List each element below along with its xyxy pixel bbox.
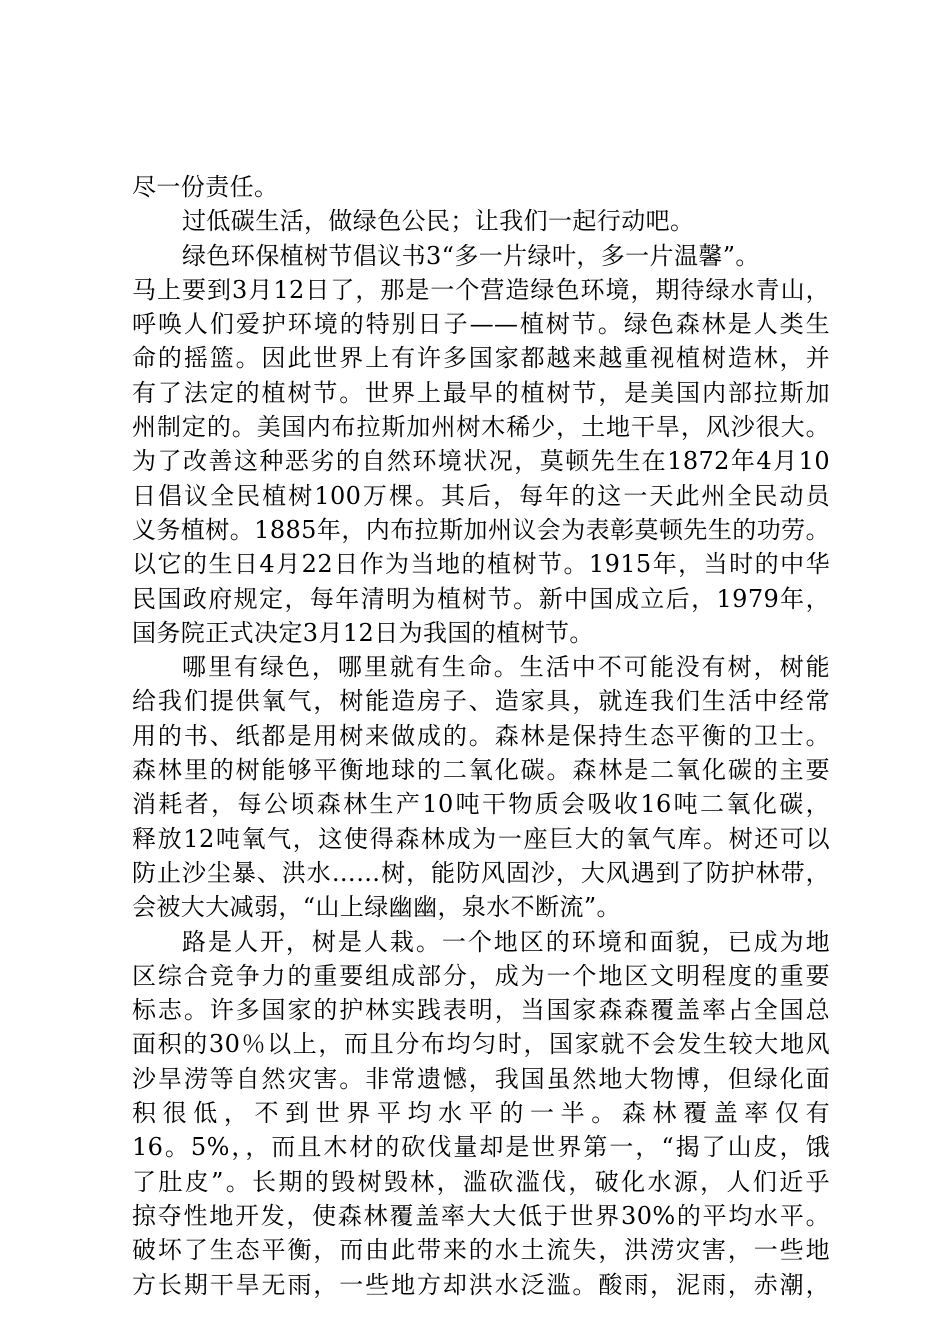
paragraph-line: 绿色环保植树节倡议书3“多一片绿叶，多一片温馨”。 (182, 241, 760, 270)
text-line: 释放12吨氧气，这使得森林成为一座巨大的氧气库。树还可以 (132, 824, 830, 853)
text-line: 掠夺性地开发，使森林覆盖率大大低于世界30%的平均水平。 (132, 1201, 830, 1230)
text-line: 用的书、纸都是用树来做成的。森林是保持生态平衡的卫士。 (132, 721, 830, 750)
text-line: 民国政府规定，每年清明为植树节。新中国成立后，1979年， (132, 584, 830, 613)
paragraph-line: 哪里有绿色，哪里就有生命。生活中不可能没有树，树能 (182, 653, 830, 682)
text-line: 命的摇篮。因此世界上有许多国家都越来越重视植树造林，并 (132, 344, 830, 373)
text-line: 呼唤人们爱护环境的特别日子——植树节。绿色森林是人类生 (132, 310, 830, 339)
text-line: 为了改善这种恶劣的自然环境状况，莫顿先生在1872年4月10 (132, 447, 830, 476)
body-text (132, 170, 830, 1302)
text-line: 16。5%，，而且木材的砍伐量却是世界第一，“揭了山皮，饿 (132, 1133, 830, 1162)
text-line: 有了法定的植树节。世界上最早的植树节，是美国内部拉斯加 (132, 378, 830, 407)
text-line: 国务院正式决定3月12日为我国的植树节。 (132, 618, 594, 647)
text-line: 积很低，不到世界平均水平的一半。森林覆盖率仅有 (132, 1099, 830, 1128)
text-line: 日倡议全民植树100万棵。其后，每年的这一天此州全民动员 (132, 481, 830, 510)
text-line: 标志。许多国家的护林实践表明，当国家森森覆盖率占全国总 (132, 996, 830, 1025)
text-line: 马上要到3月12日了，那是一个营造绿色环境，期待绿水青山， (132, 275, 830, 304)
text-line: 以它的生日4月22日作为当地的植树节。1915年，当时的中华 (132, 550, 830, 579)
text-line: 州制定的。美国内布拉斯加州树木稀少，土地干旱，风沙很大。 (132, 413, 830, 442)
text-line: 防止沙尘暴、洪水……树，能防风固沙，大风遇到了防护林带， (132, 858, 830, 887)
text-line: 尽一份责任。 (132, 173, 279, 201)
text-line: 义务植树。1885年，内布拉斯加州议会为表彰莫顿先生的功劳。 (132, 515, 830, 544)
paragraph-line: 路是人开，树是人栽。一个地区的环境和面貌，已成为地 (182, 927, 830, 956)
text-line: 消耗者，每公顷森林生产10吨干物质会吸收16吨二氧化碳， (132, 790, 830, 819)
text-line: 面积的30％以上，而且分布均匀时，国家就不会发生较大地风 (132, 1030, 830, 1059)
text-line: 会被大大减弱，“山上绿幽幽，泉水不断流”。 (132, 893, 621, 922)
text-line: 给我们提供氧气，树能造房子、造家具，就连我们生活中经常 (132, 687, 830, 716)
text-line: 破坏了生态平衡，而由此带来的水土流失，洪涝灾害，一些地 (132, 1236, 830, 1265)
text-line: 区综合竞争力的重要组成部分，成为一个地区文明程度的重要 (132, 961, 830, 990)
text-line: 沙旱涝等自然灾害。非常遗憾，我国虽然地大物博，但绿化面 (132, 1064, 830, 1093)
text-line: 森林里的树能够平衡地球的二氧化碳。森林是二氧化碳的主要 (132, 756, 830, 785)
text-line: 方长期干旱无雨，一些地方却洪水泛滥。酸雨，泥雨，赤潮， (132, 1270, 830, 1299)
text-line: 了肚皮”。长期的毁树毁林，滥砍滥伐，破化水源，人们近乎 (132, 1167, 830, 1196)
paragraph-line: 过低碳生活，做绿色公民；让我们一起行动吧。 (182, 207, 695, 236)
